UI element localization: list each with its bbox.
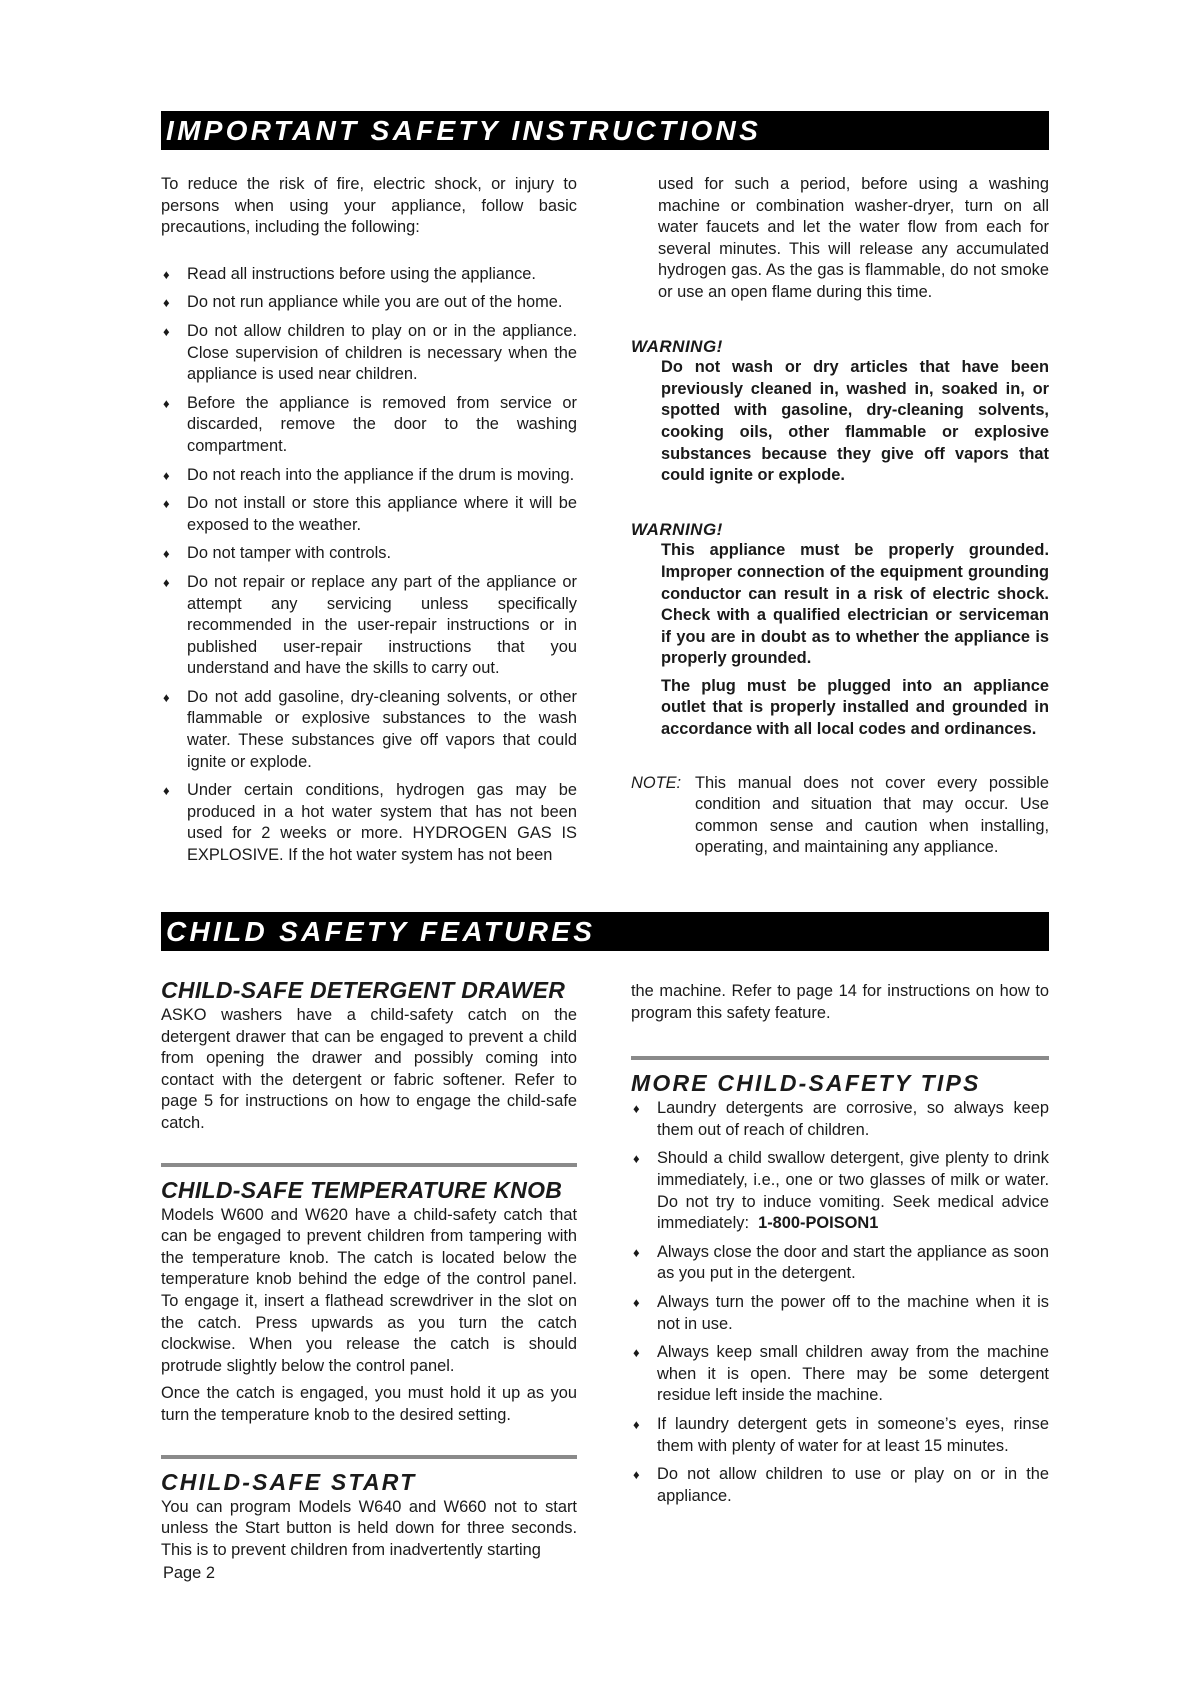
diamond-bullet-icon: ♦ xyxy=(163,689,170,705)
diamond-bullet-icon: ♦ xyxy=(633,1416,640,1432)
list-item: ♦ Do not run appliance while you are out of the home. xyxy=(161,292,577,314)
note-text: This manual does not cover every possible condition and situation that may occur. Use common sense and caution when installing, operating, and maintaining any appliance. xyxy=(695,773,1049,857)
diamond-bullet-icon: ♦ xyxy=(163,323,170,339)
child-safe-start-heading: CHILD-SAFE START xyxy=(161,1468,417,1495)
warning-text: Do not wash or dry articles that have been previously cleaned in, washed in, soaked in, or spotted with gasoline, dry-cleaning solvents, cooking oils, other flammable or explosive substances because they give off vapors that could ignite or explode. xyxy=(661,358,1049,485)
child-safety-tips-heading: MORE CHILD-SAFETY TIPS xyxy=(631,1070,981,1097)
diamond-bullet-icon: ♦ xyxy=(633,1101,640,1117)
plug-warning-text: The plug must be plugged into an appliance outlet that is properly installed and grounded in accordance with all local codes and ordinances. xyxy=(661,676,1049,739)
list-item: ♦ Should a child swallow detergent, give plenty to drink immediately, i.e., one or two glasses of milk or water. Do not try to induce vomiting. Seek medical advice immediately: 1-800-POISON1 xyxy=(633,1149,1049,1233)
diamond-bullet-icon: ♦ xyxy=(163,266,170,282)
list-item: ♦ If laundry detergent gets in someone’s eyes, rinse them with plenty of water for at least 15 minutes. xyxy=(633,1414,1049,1455)
child-safe-start-continued: the machine. Refer to page 14 for instructions on how to program this safety feature. xyxy=(631,982,1049,1022)
warning-label: WARNING! xyxy=(631,336,723,356)
child-right-column xyxy=(631,981,1049,1514)
section-divider xyxy=(161,1163,577,1167)
list-item: ♦ Always close the door and start the appliance as soon as you put in the detergent. xyxy=(633,1242,1049,1283)
safety-banner xyxy=(161,111,1049,150)
list-item: ♦ Do not repair or replace any part of the appliance or attempt any servicing unless specifically recommended in the user-repair instructions or in published user-repair instructions that you understand and have the skills to carry out. xyxy=(163,572,577,678)
temperature-knob-heading: CHILD-SAFE TEMPERATURE KNOB xyxy=(161,1176,563,1203)
list-item: ♦ Always keep small children away from the machine when it is open. There may be some detergent residue left inside the machine. xyxy=(633,1343,1049,1405)
hydrogen-continued: used for such a period, before using a washing machine or combination washer-dryer, turn on all water faucets and let the water flow from each for several minutes. This will release any accumulated hydrogen gas. As the gas is flammable, do not smoke or use an open flame during this time. xyxy=(658,175,1049,301)
list-item: ♦ Do not tamper with controls. xyxy=(161,543,577,565)
diamond-bullet-icon: ♦ xyxy=(633,1151,640,1167)
section-divider xyxy=(161,1455,577,1459)
poison-control-phone: 1-800-POISON1 xyxy=(758,1214,879,1233)
list-item: ♦ Read all instructions before using the appliance. xyxy=(161,264,577,286)
list-item: ♦ Under certain conditions, hydrogen gas may be produced in a hot water system that has not been used for 2 weeks or more. HYDROGEN GAS IS EXPLOSIVE. If the hot water system has not been xyxy=(163,781,577,865)
grounding-warning-text: This appliance must be properly grounded. Improper connection of the equipment grounding conductor can result in a risk of electric shock. Check with a qualified electrician or serviceman if you are in doubt as to whether the appliance is properly grounded. xyxy=(661,541,1049,668)
safety-title: IMPORTANT SAFETY INSTRUCTIONS xyxy=(166,115,762,146)
list-item: ♦ Before the appliance is removed from service or discarded, remove the door to the washing compartment. xyxy=(163,393,577,455)
diamond-bullet-icon: ♦ xyxy=(163,295,170,311)
list-item: ♦ Do not add gasoline, dry-cleaning solvents, or other flammable or explosive substances to the wash water. These substances give off vapors that could ignite or explode. xyxy=(163,687,577,771)
diamond-bullet-icon: ♦ xyxy=(633,1467,640,1483)
warning-label: WARNING! xyxy=(631,519,723,539)
child-safety-title: CHILD SAFETY FEATURES xyxy=(166,916,596,947)
list-item: ♦ Do not allow children to play on or in the appliance. Close supervision of children is necessary when the appliance is used near children. xyxy=(163,321,577,384)
section-divider xyxy=(631,1056,1049,1060)
diamond-bullet-icon: ♦ xyxy=(163,574,170,590)
child-safe-start-text: You can program Models W640 and W660 not to start unless the Start button is held down for three seconds. This is to prevent children from inadvertently starting xyxy=(161,1497,577,1559)
temperature-knob-text-2: Once the catch is engaged, you must hold it up as you turn the temperature knob to the desired setting. xyxy=(161,1384,577,1424)
detergent-drawer-text: ASKO washers have a child-safety catch on the detergent drawer that can be engaged to prevent a child from opening the drawer and possibly coming into contact with the detergent or fabric softener. Refer to page 5 for instructions on how to engage the child-safe catch. xyxy=(161,1006,577,1132)
diamond-bullet-icon: ♦ xyxy=(163,783,170,799)
diamond-bullet-icon: ♦ xyxy=(163,546,170,562)
diamond-bullet-icon: ♦ xyxy=(163,395,170,411)
diamond-bullet-icon: ♦ xyxy=(633,1345,640,1361)
list-item: ♦ Do not reach into the appliance if the drum is moving. xyxy=(161,465,577,487)
detergent-drawer-heading: CHILD-SAFE DETERGENT DRAWER xyxy=(161,977,566,1003)
temperature-knob-text: Models W600 and W620 have a child-safety catch that can be engaged to prevent children from tampering with the temperature knob. The catch is located below the temperature knob behind the edge of the control panel. To engage it, insert a flathead screwdriver in the slot on the catch. Press upwards as you turn the catch clockwise. When you release the catch is should protrude slightly below the control panel. xyxy=(161,1205,577,1375)
safety-right-column xyxy=(631,174,1049,859)
child-left-column xyxy=(161,975,577,1561)
page-number: Page 2 xyxy=(163,1564,215,1582)
child-safety-banner xyxy=(161,912,1049,951)
safety-bullet-list xyxy=(161,264,577,867)
note-block xyxy=(631,773,1049,859)
child-safety-tips-list xyxy=(631,1098,1049,1507)
diamond-bullet-icon: ♦ xyxy=(633,1294,640,1310)
diamond-bullet-icon: ♦ xyxy=(633,1244,640,1260)
safety-left-column xyxy=(161,174,577,874)
safety-intro: To reduce the risk of fire, electric shock, or injury to persons when using your appliance, follow basic precautions, including the following: xyxy=(161,175,577,237)
diamond-bullet-icon: ♦ xyxy=(163,467,170,483)
note-label: NOTE: xyxy=(631,773,682,792)
list-item: ♦ Laundry detergents are corrosive, so always keep them out of reach of children. xyxy=(633,1099,1049,1139)
diamond-bullet-icon: ♦ xyxy=(163,496,170,512)
list-item: ♦ Always turn the power off to the machine when it is not in use. xyxy=(633,1292,1049,1333)
list-item: ♦ Do not allow children to use or play on or in the appliance. xyxy=(633,1465,1049,1505)
list-item: ♦ Do not install or store this appliance where it will be exposed to the weather. xyxy=(163,494,577,534)
